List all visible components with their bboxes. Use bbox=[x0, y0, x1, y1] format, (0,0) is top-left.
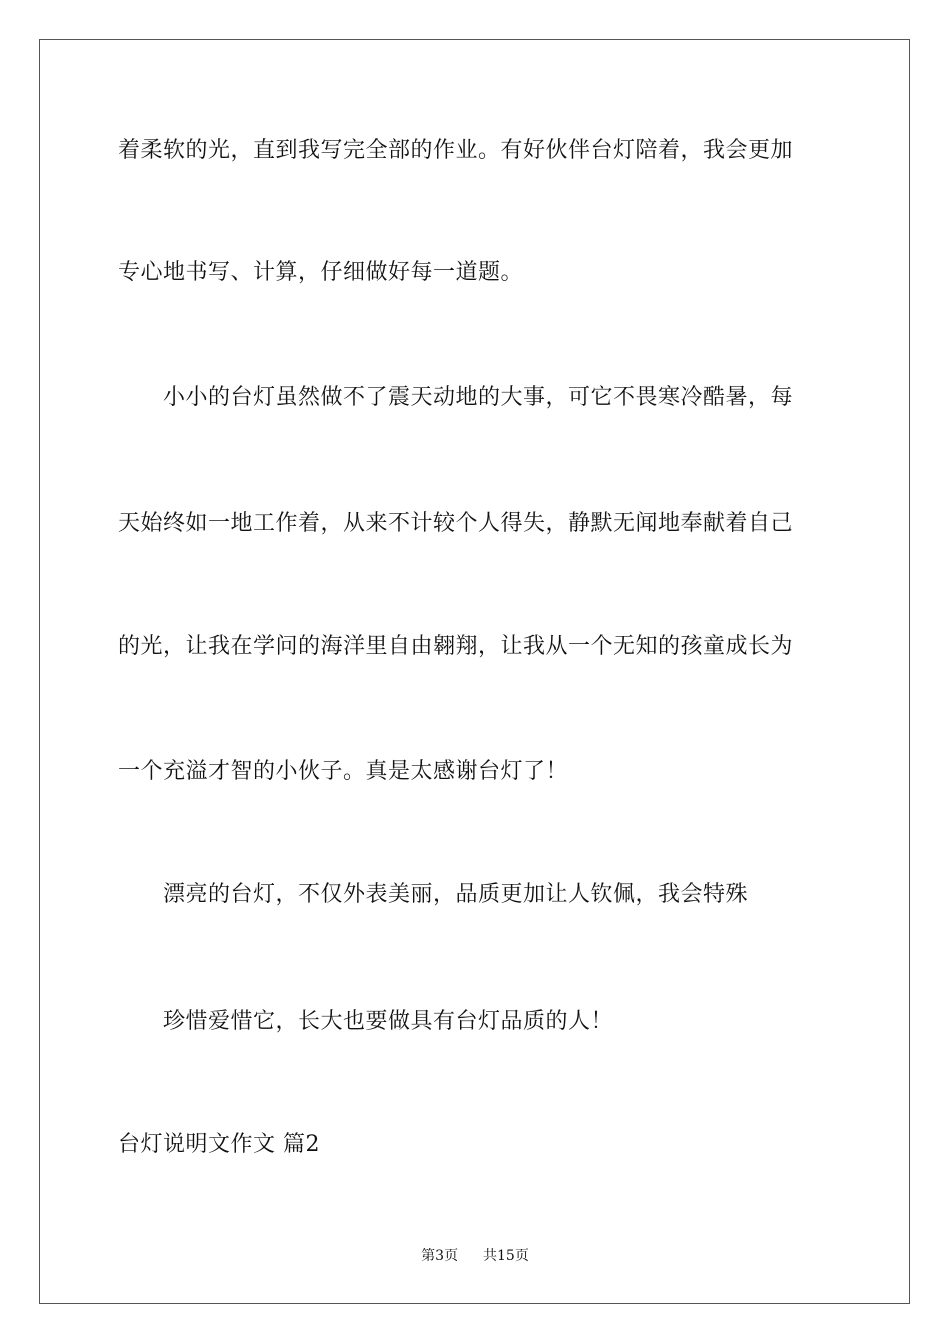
page-number: 第3页 bbox=[421, 1248, 459, 1264]
paragraph-line-2: 专心地书写、计算，仔细做好每一道题。 bbox=[118, 260, 524, 285]
paragraph-line-8: 珍惜爱惜它，长大也要做具有台灯品质的人！ bbox=[163, 1009, 614, 1034]
paragraph-line-4: 天始终如一地工作着，从来不计较个人得失，静默无闻地奉献着自己 bbox=[118, 511, 794, 536]
section-heading: 台灯说明文作文 篇2 bbox=[118, 1132, 320, 1157]
page-footer bbox=[0, 1246, 950, 1266]
paragraph-line-7: 漂亮的台灯，不仅外表美丽，品质更加让人钦佩，我会特殊 bbox=[163, 882, 749, 907]
paragraph-line-5: 的光，让我在学问的海洋里自由翱翔，让我从一个无知的孩童成长为 bbox=[118, 634, 794, 659]
paragraph-line-1: 着柔软的光，直到我写完全部的作业。有好伙伴台灯陪着，我会更加 bbox=[118, 138, 794, 163]
page-frame bbox=[39, 39, 910, 1304]
paragraph-line-6: 一个充溢才智的小伙子。真是太感谢台灯了！ bbox=[118, 759, 569, 784]
paragraph-line-3: 小小的台灯虽然做不了震天动地的大事，可它不畏寒冷酷暑，每 bbox=[163, 385, 794, 410]
page-total: 共15页 bbox=[483, 1248, 529, 1264]
